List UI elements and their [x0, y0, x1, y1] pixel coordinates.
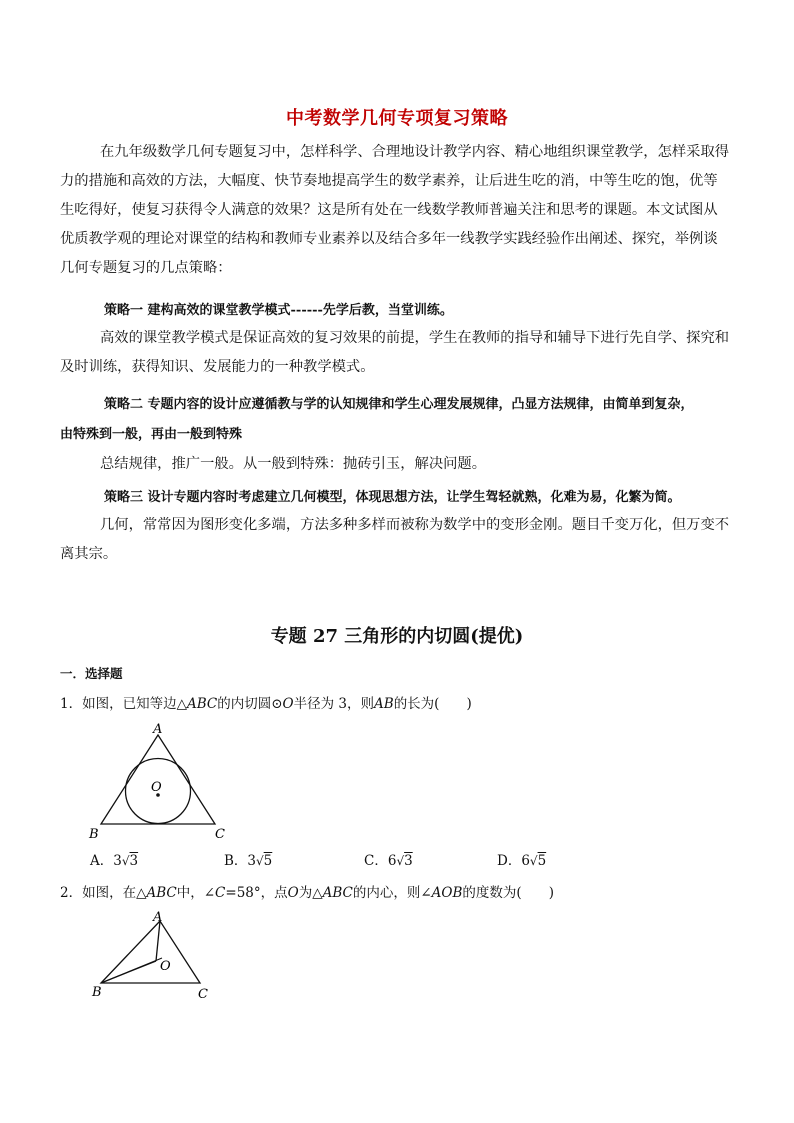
option-coef: 6: [387, 853, 397, 869]
strategy-one-heading: 策略一 建构高效的课堂教学模式------先学后教，当堂训练。: [104, 303, 453, 318]
question-number: 1．: [60, 696, 83, 712]
vertex-label-a: A: [153, 910, 163, 925]
math-var: O: [282, 696, 294, 712]
vertex-label-a: A: [153, 722, 163, 737]
question-text: =58°，点: [225, 885, 288, 901]
center-label-o: O: [151, 780, 162, 795]
question-text: 中，∠: [176, 885, 216, 901]
vertex-label-c: C: [215, 827, 225, 842]
sqrt-icon: √: [121, 854, 130, 868]
strategy-two-heading-line2: 由特殊到一般，再由一般到特殊: [60, 427, 243, 442]
segment-ao: [156, 921, 160, 961]
question-text: 的内切圆⊙: [217, 696, 283, 712]
intro-line: 优质教学观的理论对课堂的结构和教师专业素养以及结合多年一线教学实践经验作出阐述、探究，举例谈: [60, 231, 718, 247]
intro-line: 力的措施和高效的方法，大幅度、快节奏地提高学生的数学素养，让后进生吃的消，中等生吃的饱，优等: [60, 173, 718, 189]
option-radicand: 3: [404, 853, 413, 869]
option-coef: 3: [247, 853, 257, 869]
math-var: AOB: [431, 885, 463, 901]
document-title: 中考数学几何专项复习策略: [286, 108, 508, 129]
math-var: AB: [374, 696, 394, 712]
strategy-one-line: 及时训练，获得知识、发展能力的一种教学模式。: [60, 359, 375, 375]
strategy-two-line: 总结规律，推广一般。从一般到特殊：抛砖引玉，解决问题。: [100, 456, 487, 472]
strategy-one-line: 高效的课堂教学模式是保证高效的复习效果的前提，学生在教师的指导和辅导下进行先自学、探究和: [100, 330, 730, 346]
question-text: 的度数为( ): [462, 885, 554, 901]
topic-title: 专题 27 三角形的内切圆(提优): [270, 626, 524, 647]
math-var: ABC: [322, 885, 353, 901]
option-coef: 3: [113, 853, 122, 869]
option-radicand: 5: [263, 853, 273, 869]
option-key: A．: [90, 853, 114, 869]
strategy-two-heading-line1: 策略二 专题内容的设计应遵循教与学的认知规律和学生心理发展规律，凸显方法规律，由简单到复杂，: [104, 397, 694, 412]
option-key: D．: [497, 853, 522, 869]
option-coef: 6: [521, 853, 530, 869]
option-radicand: 5: [537, 853, 547, 869]
intro-line: 在九年级数学几何专题复习中，怎样科学、合理地设计教学内容、精心地组织课堂教学，怎样采取得: [100, 144, 730, 160]
incenter-label-o: O: [160, 959, 171, 974]
vertex-label-b: B: [92, 985, 102, 1000]
segment-helper: [101, 958, 162, 983]
question-text: 如图，已知等边△: [82, 696, 187, 712]
intro-line: 生吃得好，使复习获得令人满意的效果？这是所有处在一线数学教师普遍关注和思考的课题。本文试图从: [60, 202, 718, 218]
question-number: 2．: [60, 885, 83, 901]
strategy-three-line: 离其宗。: [60, 546, 118, 562]
question-text: 的长为( ): [393, 696, 472, 712]
option-radicand: 3: [129, 853, 139, 869]
vertex-label-b: B: [89, 827, 99, 842]
sqrt-icon: √: [396, 854, 405, 868]
math-var: ABC: [186, 696, 218, 712]
triangle-abc: [101, 921, 200, 983]
intro-line: 几何专题复习的几点策略：: [60, 260, 232, 276]
option-key: B．: [224, 853, 248, 869]
question-text: 的内心，则∠: [352, 885, 432, 901]
math-var: C: [215, 885, 226, 901]
question-text: 为△: [298, 885, 323, 901]
section-heading: 一．选择题: [60, 666, 123, 681]
sqrt-icon: √: [256, 854, 264, 868]
question-text: 如图，在△: [82, 885, 147, 901]
math-var: ABC: [146, 885, 177, 901]
strategy-three-heading: 策略三 设计专题内容时考虑建立几何模型，体现思想方法，让学生驾轻就熟，化难为易，化繁为简。: [104, 490, 681, 505]
question-text: 半径为 3，则: [293, 696, 375, 712]
strategy-three-line: 几何，常常因为图形变化多端，方法多种多样而被称为数学中的变形金刚。题目千变万化，但万变不: [100, 517, 730, 533]
vertex-label-c: C: [198, 987, 208, 1002]
option-key: C．: [364, 853, 388, 869]
math-var: O: [287, 885, 299, 901]
sqrt-icon: √: [529, 854, 538, 868]
